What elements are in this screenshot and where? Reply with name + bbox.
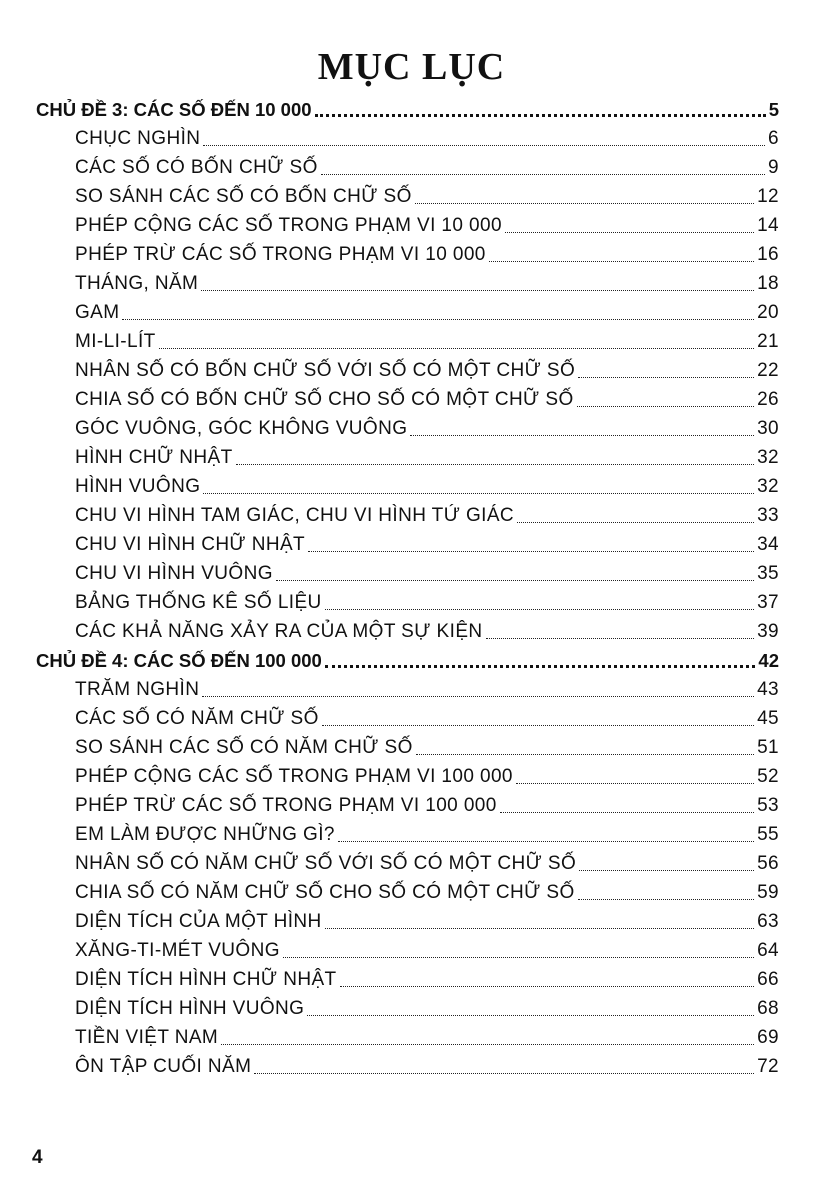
toc-page-number: 68 — [757, 998, 779, 1019]
toc-lesson-row — [36, 674, 779, 703]
toc-page-number: 12 — [757, 186, 779, 207]
toc-lesson-title: ÔN TẬP CUỐI NĂM — [75, 1056, 252, 1077]
dot-leader — [489, 261, 754, 262]
toc-lesson-title: HÌNH CHỮ NHẬT — [75, 447, 233, 468]
toc-chapter-title: CHỦ ĐỀ 4: CÁC SỐ ĐẾN 100 000 — [36, 650, 322, 671]
toc-lesson-title: PHÉP TRỪ CÁC SỐ TRONG PHẠM VI 100 000 — [75, 795, 497, 816]
toc-lesson-title: BẢNG THỐNG KÊ SỐ LIỆU — [75, 592, 322, 613]
toc-chapter-row — [36, 94, 779, 123]
toc-lesson-row — [36, 413, 779, 442]
dot-leader — [307, 1015, 754, 1016]
toc-lesson-title: CÁC SỐ CÓ NĂM CHỮ SỐ — [75, 708, 319, 729]
toc-lesson-row — [36, 703, 779, 732]
toc-lesson-row — [36, 819, 779, 848]
toc-page-number: 32 — [757, 447, 779, 468]
toc-page-number: 18 — [757, 273, 779, 294]
dot-leader — [236, 464, 754, 465]
dot-leader — [500, 812, 754, 813]
toc-lesson-title: GÓC VUÔNG, GÓC KHÔNG VUÔNG — [75, 418, 408, 439]
dot-leader — [159, 348, 754, 349]
dot-leader — [577, 406, 754, 407]
toc-page-number: 33 — [757, 505, 779, 526]
toc-page-number: 45 — [757, 708, 779, 729]
toc-lesson-title: HÌNH VUÔNG — [75, 476, 201, 497]
toc-lesson-title: NHÂN SỐ CÓ BỐN CHỮ SỐ VỚI SỐ CÓ MỘT CHỮ SỐ — [75, 360, 576, 381]
dot-leader — [325, 928, 754, 929]
toc-page-number: 9 — [768, 157, 779, 178]
toc-page-number: 14 — [757, 215, 779, 236]
toc-lesson-title: GAM — [75, 302, 120, 323]
dot-leader — [410, 435, 754, 436]
toc-lesson-row — [36, 906, 779, 935]
toc-lesson-row — [36, 877, 779, 906]
toc-lesson-title: MI-LI-LÍT — [75, 331, 156, 352]
toc-page-number: 6 — [768, 128, 779, 149]
toc-lesson-row — [36, 239, 779, 268]
dot-leader — [201, 290, 754, 291]
toc-lesson-row — [36, 355, 779, 384]
toc-lesson-title: THÁNG, NĂM — [75, 273, 199, 294]
toc-lesson-row — [36, 964, 779, 993]
dot-leader — [276, 580, 754, 581]
dot-leader — [578, 899, 754, 900]
table-of-contents — [36, 94, 779, 1080]
toc-lesson-title: EM LÀM ĐƯỢC NHỮNG GÌ? — [75, 824, 335, 845]
dot-leader — [203, 493, 754, 494]
toc-lesson-row — [36, 616, 779, 645]
toc-lesson-row — [36, 181, 779, 210]
toc-lesson-row — [36, 1022, 779, 1051]
toc-lesson-row — [36, 471, 779, 500]
toc-page-number: 64 — [757, 940, 779, 961]
toc-lesson-title: DIỆN TÍCH HÌNH CHỮ NHẬT — [75, 969, 337, 990]
dot-leader — [505, 232, 754, 233]
toc-lesson-row — [36, 268, 779, 297]
toc-page-number: 22 — [757, 360, 779, 381]
toc-lesson-title: CHU VI HÌNH TAM GIÁC, CHU VI HÌNH TỨ GIÁC — [75, 505, 515, 526]
toc-page-number: 30 — [757, 418, 779, 439]
toc-lesson-title: CHỤC NGHÌN — [75, 128, 201, 149]
toc-lesson-row — [36, 848, 779, 877]
toc-page-number: 72 — [757, 1056, 779, 1077]
dot-leader — [415, 203, 754, 204]
dot-leader — [325, 609, 754, 610]
toc-page-number: 69 — [757, 1027, 779, 1048]
dot-leader — [202, 696, 754, 697]
dot-leader — [579, 870, 754, 871]
toc-page-number: 55 — [757, 824, 779, 845]
toc-page-number: 43 — [757, 679, 779, 700]
toc-lesson-row — [36, 297, 779, 326]
toc-page-number: 66 — [757, 969, 779, 990]
toc-lesson-row — [36, 529, 779, 558]
toc-lesson-title: TRĂM NGHÌN — [75, 679, 200, 700]
dot-leader — [516, 783, 754, 784]
toc-lesson-title: CHU VI HÌNH CHỮ NHẬT — [75, 534, 306, 555]
toc-lesson-row — [36, 587, 779, 616]
toc-page-number: 32 — [757, 476, 779, 497]
toc-lesson-title: PHÉP CỘNG CÁC SỐ TRONG PHẠM VI 100 000 — [75, 766, 513, 787]
toc-page-number: 26 — [757, 389, 779, 410]
toc-page-number: 34 — [757, 534, 779, 555]
toc-lesson-title: CÁC KHẢ NĂNG XẢY RA CỦA MỘT SỰ KIỆN — [75, 621, 483, 642]
toc-lesson-title: SO SÁNH CÁC SỐ CÓ NĂM CHỮ SỐ — [75, 737, 413, 758]
dot-leader — [340, 986, 755, 987]
toc-lesson-row — [36, 732, 779, 761]
toc-page-number: 56 — [757, 853, 779, 874]
toc-lesson-title: CÁC SỐ CÓ BỐN CHỮ SỐ — [75, 157, 318, 178]
toc-page-number: 39 — [757, 621, 779, 642]
toc-page-number: 35 — [757, 563, 779, 584]
toc-page-number: 37 — [757, 592, 779, 613]
toc-page-number: 21 — [757, 331, 779, 352]
toc-page-number: 59 — [757, 882, 779, 903]
dot-leader — [315, 114, 766, 117]
toc-lesson-row — [36, 210, 779, 239]
toc-lesson-title: CHU VI HÌNH VUÔNG — [75, 563, 273, 584]
dot-leader — [254, 1073, 754, 1074]
dot-leader — [308, 551, 754, 552]
toc-lesson-title: CHIA SỐ CÓ BỐN CHỮ SỐ CHO SỐ CÓ MỘT CHỮ SỐ — [75, 389, 574, 410]
dot-leader — [321, 174, 765, 175]
toc-page-number: 20 — [757, 302, 779, 323]
dot-leader — [122, 319, 754, 320]
toc-lesson-title: SO SÁNH CÁC SỐ CÓ BỐN CHỮ SỐ — [75, 186, 412, 207]
toc-lesson-title: NHÂN SỐ CÓ NĂM CHỮ SỐ VỚI SỐ CÓ MỘT CHỮ SỐ — [75, 853, 577, 874]
dot-leader — [416, 754, 754, 755]
dot-leader — [221, 1044, 754, 1045]
toc-page-number: 42 — [758, 650, 779, 671]
toc-lesson-title: DIỆN TÍCH CỦA MỘT HÌNH — [75, 911, 322, 932]
dot-leader — [486, 638, 755, 639]
page-title: MỤC LỤC — [317, 46, 506, 88]
dot-leader — [322, 725, 754, 726]
toc-lesson-row — [36, 761, 779, 790]
toc-lesson-title: PHÉP CỘNG CÁC SỐ TRONG PHẠM VI 10 000 — [75, 215, 502, 236]
toc-page-number: 16 — [757, 244, 779, 265]
toc-page-number: 53 — [757, 795, 779, 816]
toc-lesson-row — [36, 790, 779, 819]
toc-lesson-row — [36, 326, 779, 355]
toc-lesson-title: XĂNG-TI-MÉT VUÔNG — [75, 940, 280, 961]
page-number: 4 — [32, 1147, 43, 1168]
dot-leader — [203, 145, 765, 146]
toc-lesson-title: DIỆN TÍCH HÌNH VUÔNG — [75, 998, 305, 1019]
toc-chapter-row — [36, 645, 779, 674]
toc-lesson-title: TIỀN VIỆT NAM — [75, 1027, 219, 1048]
toc-lesson-row — [36, 558, 779, 587]
toc-page-number: 51 — [757, 737, 779, 758]
toc-page-number: 52 — [757, 766, 779, 787]
toc-lesson-title: CHIA SỐ CÓ NĂM CHỮ SỐ CHO SỐ CÓ MỘT CHỮ SỐ — [75, 882, 575, 903]
toc-lesson-row — [36, 123, 779, 152]
dot-leader — [338, 841, 754, 842]
dot-leader — [578, 377, 754, 378]
toc-lesson-row — [36, 1051, 779, 1080]
dot-leader — [517, 522, 754, 523]
toc-lesson-row — [36, 442, 779, 471]
toc-page-number: 5 — [768, 99, 779, 120]
dot-leader — [325, 665, 756, 668]
toc-lesson-title: PHÉP TRỪ CÁC SỐ TRONG PHẠM VI 10 000 — [75, 244, 486, 265]
toc-chapter-title: CHỦ ĐỀ 3: CÁC SỐ ĐẾN 10 000 — [36, 99, 312, 120]
toc-lesson-row — [36, 500, 779, 529]
toc-lesson-row — [36, 384, 779, 413]
toc-lesson-row — [36, 152, 779, 181]
dot-leader — [283, 957, 754, 958]
toc-lesson-row — [36, 935, 779, 964]
toc-lesson-row — [36, 993, 779, 1022]
toc-page-number: 63 — [757, 911, 779, 932]
